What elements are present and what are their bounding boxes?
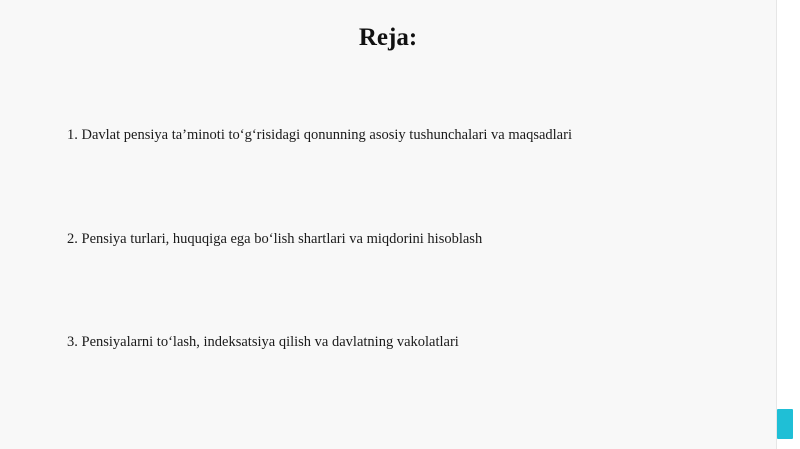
plan-item-3: 3. Pensiyalarni to‘lash, indeksatsiya qilish va davlatning vakolatlari [67, 334, 459, 350]
scrollbar-thumb[interactable] [777, 409, 793, 439]
vertical-scrollbar[interactable] [776, 0, 800, 449]
plan-item-2: 2. Pensiya turlari, huquqiga ega bo‘lish shartlari va miqdorini hisoblash [67, 231, 483, 247]
slide-title: Reja: [358, 24, 418, 51]
plan-item-1: 1. Davlat pensiya ta’minoti to‘g‘risidagi qonunning asosiy tushunchalari va maqsadlari [67, 127, 572, 143]
